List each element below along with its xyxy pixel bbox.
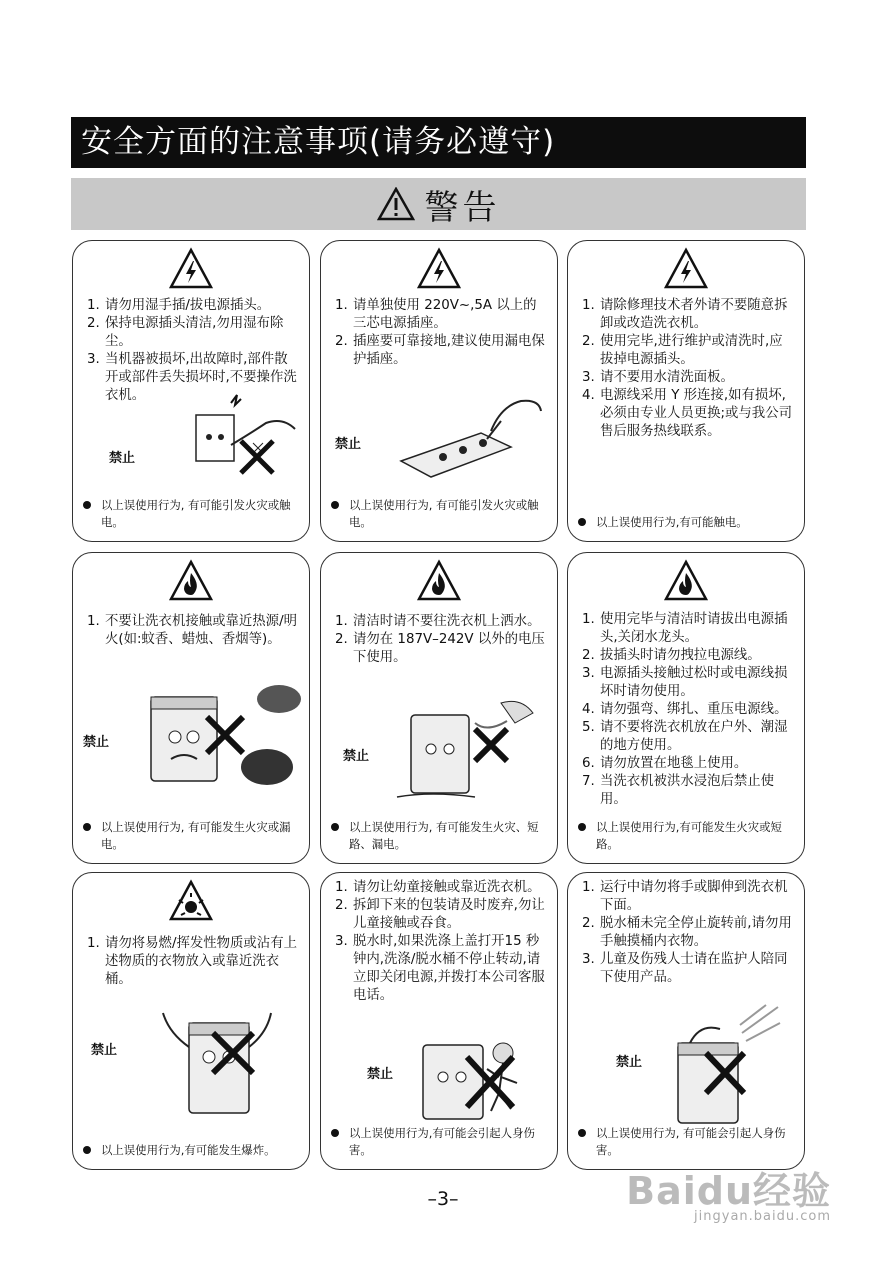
list-item: 3. 当机器被损坏,出故障时,部件散开或部件丢失损坏时,不要操作洗衣机。 [87,352,297,403]
safety-card-3 [567,240,805,542]
list-item: 1. 请勿将易燃/挥发性物质或沾有上述物质的衣物放入或靠近洗衣桶。 [87,936,297,987]
list-item: 3. 脱水时,如果洗涤上盖打开15 秒钟内,洗涤/脱水桶不停止转动,请立即关闭电源,并拨打本公司客服电话。 [335,934,545,1003]
washer-near-fire-illustration [139,677,307,789]
safety-card-1 [72,240,310,542]
warning-footnote: 以上误使用行为,有可能发生爆炸。 [83,1142,299,1159]
page-title: 安全方面的注意事项(请务必遵守) [71,117,806,168]
list-item: 3. 请不要用水清洗面板。 [582,370,734,385]
warning-footnote: 以上误使用行为, 有可能引发火灾或触电。 [83,497,299,531]
fire-icon [169,559,213,603]
spinning-washer-illustration [670,1003,784,1125]
forbid-label: 禁止 [91,1043,118,1058]
safety-card-6 [567,552,805,864]
list-item: 2. 插座要可靠接地,建议使用漏电保护插座。 [335,334,545,367]
list-item: 6. 请勿放置在地毯上使用。 [582,756,748,771]
watermark-url: jingyan.baidu.com [694,1209,831,1224]
list-item: 1. 请勿让幼童接触或靠近洗衣机。 [335,880,541,895]
list-item: 2. 脱水桶未完全停止旋转前,请勿用手触摸桶内衣物。 [582,916,792,949]
list-item: 1. 使用完毕与清洁时请拔出电源插头,关闭水龙头。 [582,612,788,645]
list-item: 1. 请单独使用 220V~,5A 以上的三芯电源插座。 [335,298,537,331]
forbid-label: 禁止 [109,451,136,466]
forbid-label: 禁止 [616,1055,643,1070]
list-item: 2. 请勿在 187V–242V 以外的电压下使用。 [335,632,545,665]
warning-label: 警告 [424,187,501,228]
safety-card-5 [320,552,558,864]
warning-footnote: 以上误使用行为,有可能会引起人身伤害。 [331,1125,547,1159]
list-item: 1. 请勿用湿手插/拔电源插头。 [87,298,271,313]
list-item: 2. 拆卸下来的包装请及时废弃,勿让儿童接触或吞食。 [335,898,545,931]
forbid-label: 禁止 [83,735,110,750]
electric-shock-icon [664,247,708,291]
safety-card-9 [567,872,805,1170]
wet-hand-plug-illustration [191,393,301,483]
power-strip-illustration [391,391,551,481]
forbid-label: 禁止 [367,1067,394,1082]
electric-shock-icon [417,247,461,291]
safety-card-8 [320,872,558,1170]
warning-footnote: 以上误使用行为, 有可能引发火灾或触电。 [331,497,547,531]
list-item: 1. 清洁时请不要往洗衣机上洒水。 [335,614,541,629]
safety-card-7 [72,872,310,1170]
list-item: 4. 电源线采用 Y 形连接,如有损坏,必须由专业人员更换;或与我公司售后服务热线联系。 [582,388,792,439]
list-item: 3. 儿童及伤残人士请在监护人陪同下使用产品。 [582,952,788,985]
forbid-label: 禁止 [343,749,370,764]
warning-banner [71,178,806,230]
list-item: 1. 请除修理技术者外请不要随意拆卸或改造洗衣机。 [582,298,788,331]
warning-footnote: 以上误使用行为, 有可能会引起人身伤害。 [578,1125,794,1159]
child-near-washer-illustration [417,1037,527,1121]
fire-icon [417,559,461,603]
watermark-brand: Baidu经验 [626,1169,831,1213]
explosion-icon [169,879,213,923]
list-item: 3. 电源插头接触过松时或电源线损坏时请勿使用。 [582,666,788,699]
warning-footnote: 以上误使用行为,有可能发生火灾或短路。 [578,819,794,853]
safety-card-2 [320,240,558,542]
list-item: 7. 当洗衣机被洪水浸泡后禁止使用。 [582,774,775,807]
list-item: 2. 保持电源插头清洁,勿用湿布除尘。 [87,316,284,349]
safety-card-4 [72,552,310,864]
washer-flammable-illustration [149,993,279,1117]
fire-icon [664,559,708,603]
watermark [626,1160,831,1224]
list-item: 2. 拔插头时请勿拽拉电源线。 [582,648,761,663]
list-item: 5. 请不要将洗衣机放在户外、潮湿的地方使用。 [582,720,788,753]
list-item: 1. 运行中请勿将手或脚伸到洗衣机下面。 [582,880,788,913]
warning-triangle-icon [377,187,415,221]
water-on-washer-illustration [391,693,541,805]
warning-footnote: 以上误使用行为,有可能触电。 [578,514,794,531]
page-number: –3– [427,1188,459,1210]
warning-footnote: 以上误使用行为, 有可能发生火灾、短路、漏电。 [331,819,547,853]
warning-footnote: 以上误使用行为, 有可能发生火灾或漏电。 [83,819,299,853]
list-item: 4. 请勿强弯、绑扎、重压电源线。 [582,702,788,717]
forbid-label: 禁止 [335,437,362,452]
electric-shock-icon [169,247,213,291]
list-item: 2. 使用完毕,进行维护或清洗时,应拔掉电源插头。 [582,334,783,367]
list-item: 1. 不要让洗衣机接触或靠近热源/明火(如:蚊香、蜡烛、香烟等)。 [87,614,297,647]
